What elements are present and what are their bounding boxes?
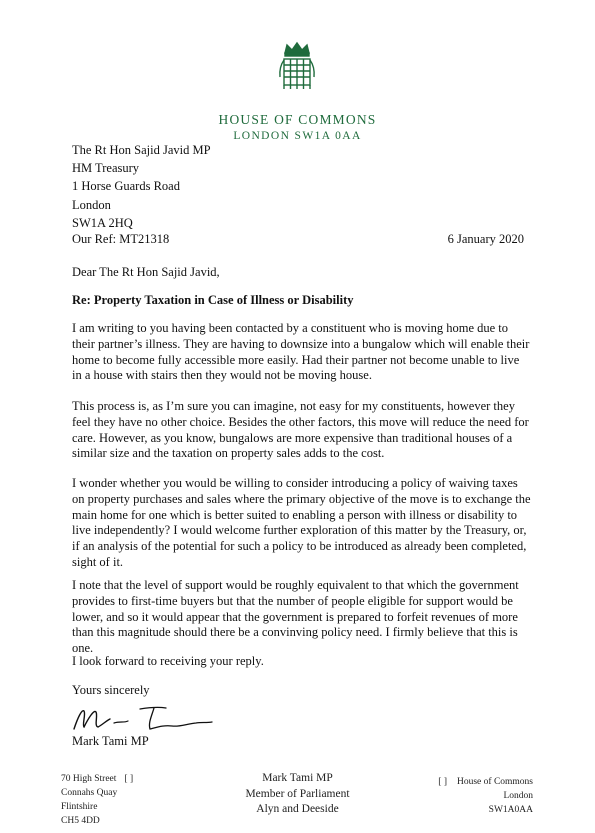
signature [68,699,218,737]
footer-right-line: SW1A0AA [488,805,533,815]
closing: Yours sincerely [72,683,150,697]
salutation: Dear The Rt Hon Sajid Javid, [72,265,220,279]
recipient-address [72,141,211,232]
portcullis-icon [277,41,317,95]
footer-left-line: 70 High Street [61,774,117,784]
reference: Our Ref: MT21318 [72,232,170,246]
recipient-line: SW1A 2HQ [72,215,133,230]
constituency-office-address [61,772,139,828]
recipient-line: HM Treasury [72,161,140,176]
body-paragraph: I note that the level of support would be roughly equivalent to that which the government provides to first-time buyers but that the number of people eligible for support would be lower, and so it would appear that the government is prepared to forfeit revenues of more than this magnitude should there be a convinving policy need. I firmly believe that this is one. [72,578,519,656]
recipient-line: 1 Horse Guards Road [72,179,180,194]
letterhead-name: HOUSE OF COMMONS [218,112,377,127]
body-paragraph: I wonder whether you would be willing to consider introducing a policy of waiving taxes on property purchases and sales where the primary objective of the move is to exchange the main home for one which is better suited to enabling a person with illness or disability to live independently? I would welcome further exploration of this matter by the Treasury, or, if an analysis of the potential for such a policy to be introduced as already been completed, sight of it. [72,476,531,569]
footer-left-line: Flintshire [61,802,98,812]
footer-left-line: CH5 4DD [61,816,100,826]
checkbox-commons: [ ] [438,777,447,787]
body-paragraph: This process is, as I’m sure you can imagine, not easy for my constituents, however they feel they have no other choice. Besides the other factors, this move will reduce the need for care. However, as you know, bungalows are more expensive than traditional houses of a similar size and the taxation on property sales adds to the cost. [72,399,529,461]
footer-right-line: House of Commons [457,777,533,787]
recipient-line: The Rt Hon Sajid Javid MP [72,143,211,157]
commons-office-address [438,775,533,817]
letterhead-address: LONDON SW1A 0AA [233,130,362,142]
body-paragraph: I look forward to receiving your reply. [72,654,264,668]
mp-details [220,771,375,818]
body-paragraph: I am writing to you having been contacted by a constituent who is moving home due to their partner’s illness. They are having to downsize into a bungalow which will enable their home to become fully accessible more easily. Had their partner not become unable to live in a house with stairs then they would not be moving house. [72,321,530,383]
footer-center-line: Member of Parliament [245,787,350,800]
checkbox-constituency: [ ] [124,774,134,784]
recipient-line: London [72,197,111,212]
signatory-name: Mark Tami MP [72,734,149,748]
letter-date: 6 January 2020 [447,232,524,246]
footer-left-line: Connahs Quay [61,788,118,798]
subject-line: Re: Property Taxation in Case of Illness or Disability [72,293,354,307]
footer-center-line: Alyn and Deeside [256,803,339,815]
footer-center-line: Mark Tami MP [262,772,333,784]
footer-right-line: London [503,791,533,801]
